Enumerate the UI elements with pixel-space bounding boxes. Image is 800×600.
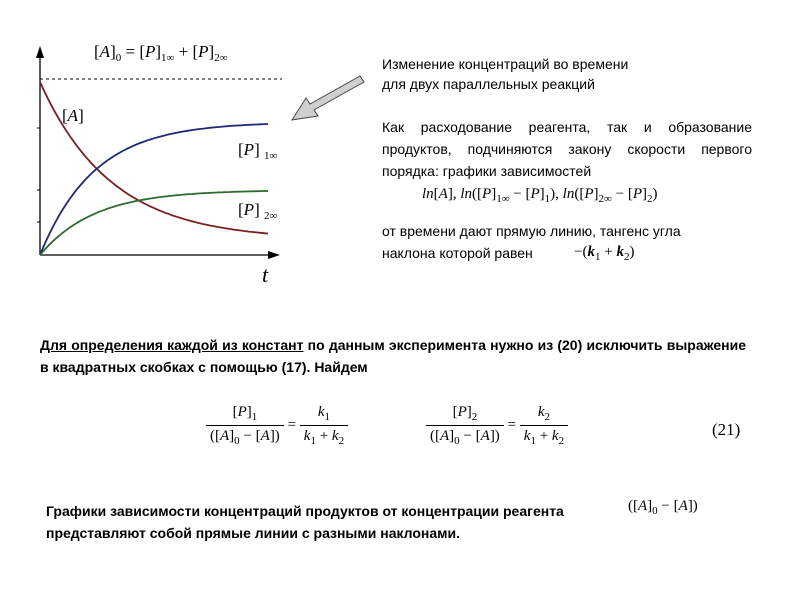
formula-p1: P xyxy=(144,42,156,61)
pointer-arrow-icon xyxy=(288,70,368,126)
formula-p2: P xyxy=(198,42,209,61)
graph-caption xyxy=(382,54,762,94)
para2-line-1: от времени дают прямую линию, тангенс угла xyxy=(382,223,681,239)
axis-t-label: t xyxy=(262,262,269,287)
section-underlined-text: Для определения каждой из констант xyxy=(40,337,304,353)
label-p2-sub: 2∞ xyxy=(263,210,278,222)
paragraph-first-order: Как расходование реагента, так и образование продуктов, подчиняются закону скорости первого порядка: графики зависимостей xyxy=(382,119,752,179)
paragraph-straight-line xyxy=(382,220,762,264)
label-p1-text: P xyxy=(243,140,255,159)
initial-concentration-formula: $[A]_0 = [P]_{1\infty} + [P]_{2\infty}$ xyxy=(94,42,228,64)
label-a-text: A xyxy=(67,106,79,125)
slope-formula: $-(k_1 + k_2)$ xyxy=(574,244,635,263)
equation-number: (21) xyxy=(712,420,741,439)
formula-zero: 0 xyxy=(115,52,122,64)
section-paragraph xyxy=(40,334,746,378)
para2-line-2: наклона которой равен xyxy=(382,245,533,261)
x-axis-arrowhead xyxy=(268,251,280,259)
formula-p1-sub: 1∞ xyxy=(161,52,175,64)
label-p1-sub: 1∞ xyxy=(263,150,278,162)
bottom-line-1: Графики зависимости концентраций продуктов от концентрации реагента xyxy=(46,503,564,519)
curve-p2 xyxy=(40,191,268,255)
label-a: [A] xyxy=(62,106,84,125)
label-p2-text: P xyxy=(243,200,255,219)
equation-21-left: $\frac{[P]_1}{([A]_0 - [A])}$ = $\frac{k_1}{k_1 + k_2}$ xyxy=(206,404,348,447)
curve-a xyxy=(40,82,268,234)
log-dependencies-formula: ln[A], $\ln([P]_{1\infty} - [P]_1)$, $\ln([P]_{2\infty} - [P]_2)$ xyxy=(422,186,658,205)
reagent-difference-formula: $([A]_0 - [A])$ xyxy=(628,498,698,517)
bottom-paragraph xyxy=(46,500,646,544)
y-axis-arrowhead xyxy=(36,46,44,58)
label-p2: [P] $_{2\infty}$ xyxy=(238,200,278,222)
formula-a: A xyxy=(99,42,111,61)
formula-p2-sub: 2∞ xyxy=(214,52,228,64)
caption-line-2: для двух параллельных реакций xyxy=(382,76,595,92)
section-rest-text: по данным эксперимента нужно из (20) исключить выражение в квадратных скобках с помощью (17). Найдем xyxy=(40,337,746,375)
label-p1: [P] $_{1\infty}$ xyxy=(238,140,278,162)
caption-line-1: Изменение концентраций во времени xyxy=(382,56,629,72)
bottom-line-2: представляют собой прямые линии с разными наклонами. xyxy=(46,525,461,541)
equation-21-right: $\frac{[P]_2}{([A]_0 - [A])}$ = $\frac{k_2}{k_1 + k_2}$ xyxy=(426,404,568,447)
